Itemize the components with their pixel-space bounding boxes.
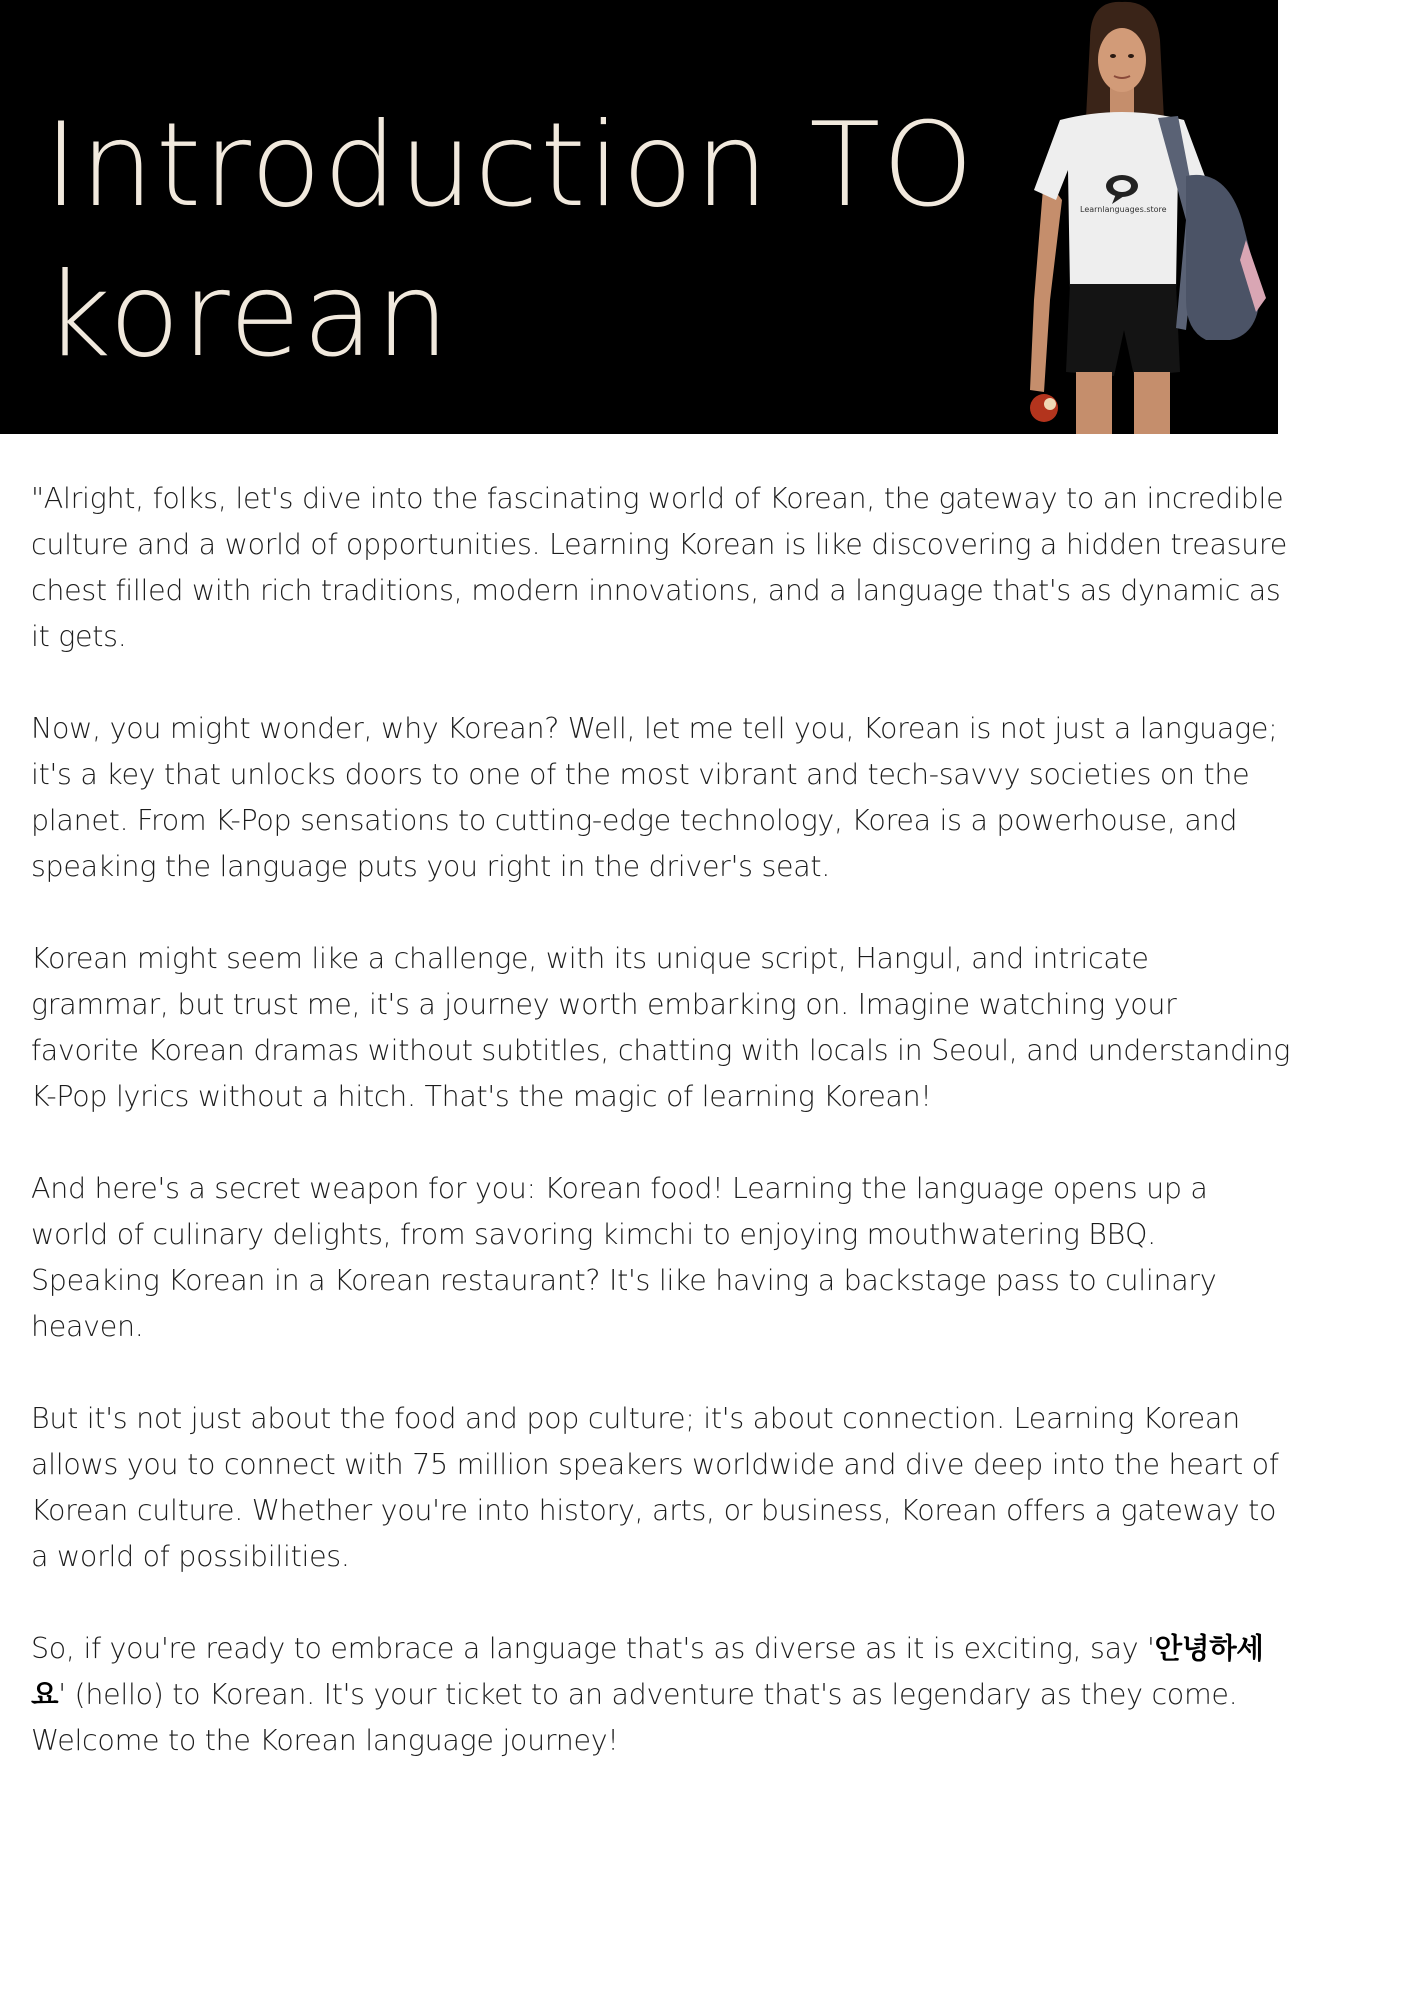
eye-shape	[1110, 54, 1116, 58]
header-banner	[0, 0, 1278, 434]
student-photo	[1010, 0, 1278, 434]
paragraph: But it's not just about the food and pop culture; it's about connection. Learning Korean allows you to connect with 75 million speakers worldwide and dive deep into the heart of Korean culture. Whether you're into history, arts, or business, Korean offers a gateway to a world of possibilities.	[31, 1402, 1279, 1573]
page-title-line-2: korean	[44, 248, 452, 383]
closing-text-after: ' (hello) to Korean. It's your ticket to an adventure that's as legendary as they come. Welcome to the Korean language journey!	[31, 1678, 1238, 1757]
eye-shape	[1128, 54, 1134, 58]
shirt-text: Learnlanguages.store	[1080, 205, 1167, 214]
shorts-shape	[1066, 284, 1180, 376]
closing-text-before: So, if you're ready to embrace a language that's as diverse as it is exciting, say '	[31, 1632, 1155, 1665]
paragraph: Korean might seem like a challenge, with its unique script, Hangul, and intricate grammar, but trust me, it's a journey worth embarking on. Imagine watching your favorite Korean dramas without subtitles, chatting with locals in Seoul, and understanding K-Pop lyrics without a hitch. That's the magic of learning Korean!	[31, 942, 1291, 1113]
paragraph: "Alright, folks, let's dive into the fascinating world of Korean, the gateway to an incredible culture and a world of opportunities. Learning Korean is like discovering a hidden treasure chest filled with rich traditions, modern innovations, and a language that's as dynamic as it gets.	[31, 482, 1287, 653]
left-leg-shape	[1076, 372, 1112, 434]
paragraph: And here's a secret weapon for you: Korean food! Learning the language opens up a world of culinary delights, from savoring kimchi to enjoying mouthwatering BBQ. Speaking Korean in a Korean restaurant? It's like having a backstage pass to culinary heaven.	[31, 1172, 1217, 1343]
paragraph: Now, you might wonder, why Korean? Well, let me tell you, Korean is not just a language; it's a key that unlocks doors to one of the most vibrant and tech-savvy societies on the planet. From K-Pop sensations to cutting-edge technology, Korea is a powerhouse, and speaking the language puts you right in the driver's seat.	[31, 712, 1278, 883]
korean-hello-word: 안녕하세요	[31, 1632, 1264, 1711]
article-body	[31, 476, 1291, 1810]
left-arm-shape	[1030, 176, 1062, 392]
right-leg-shape	[1134, 372, 1170, 434]
face-shape	[1098, 28, 1146, 92]
closing-paragraph	[31, 1626, 1291, 1764]
student-illustration	[1010, 0, 1278, 434]
page-title-line-1: Introduction TO	[44, 98, 976, 233]
